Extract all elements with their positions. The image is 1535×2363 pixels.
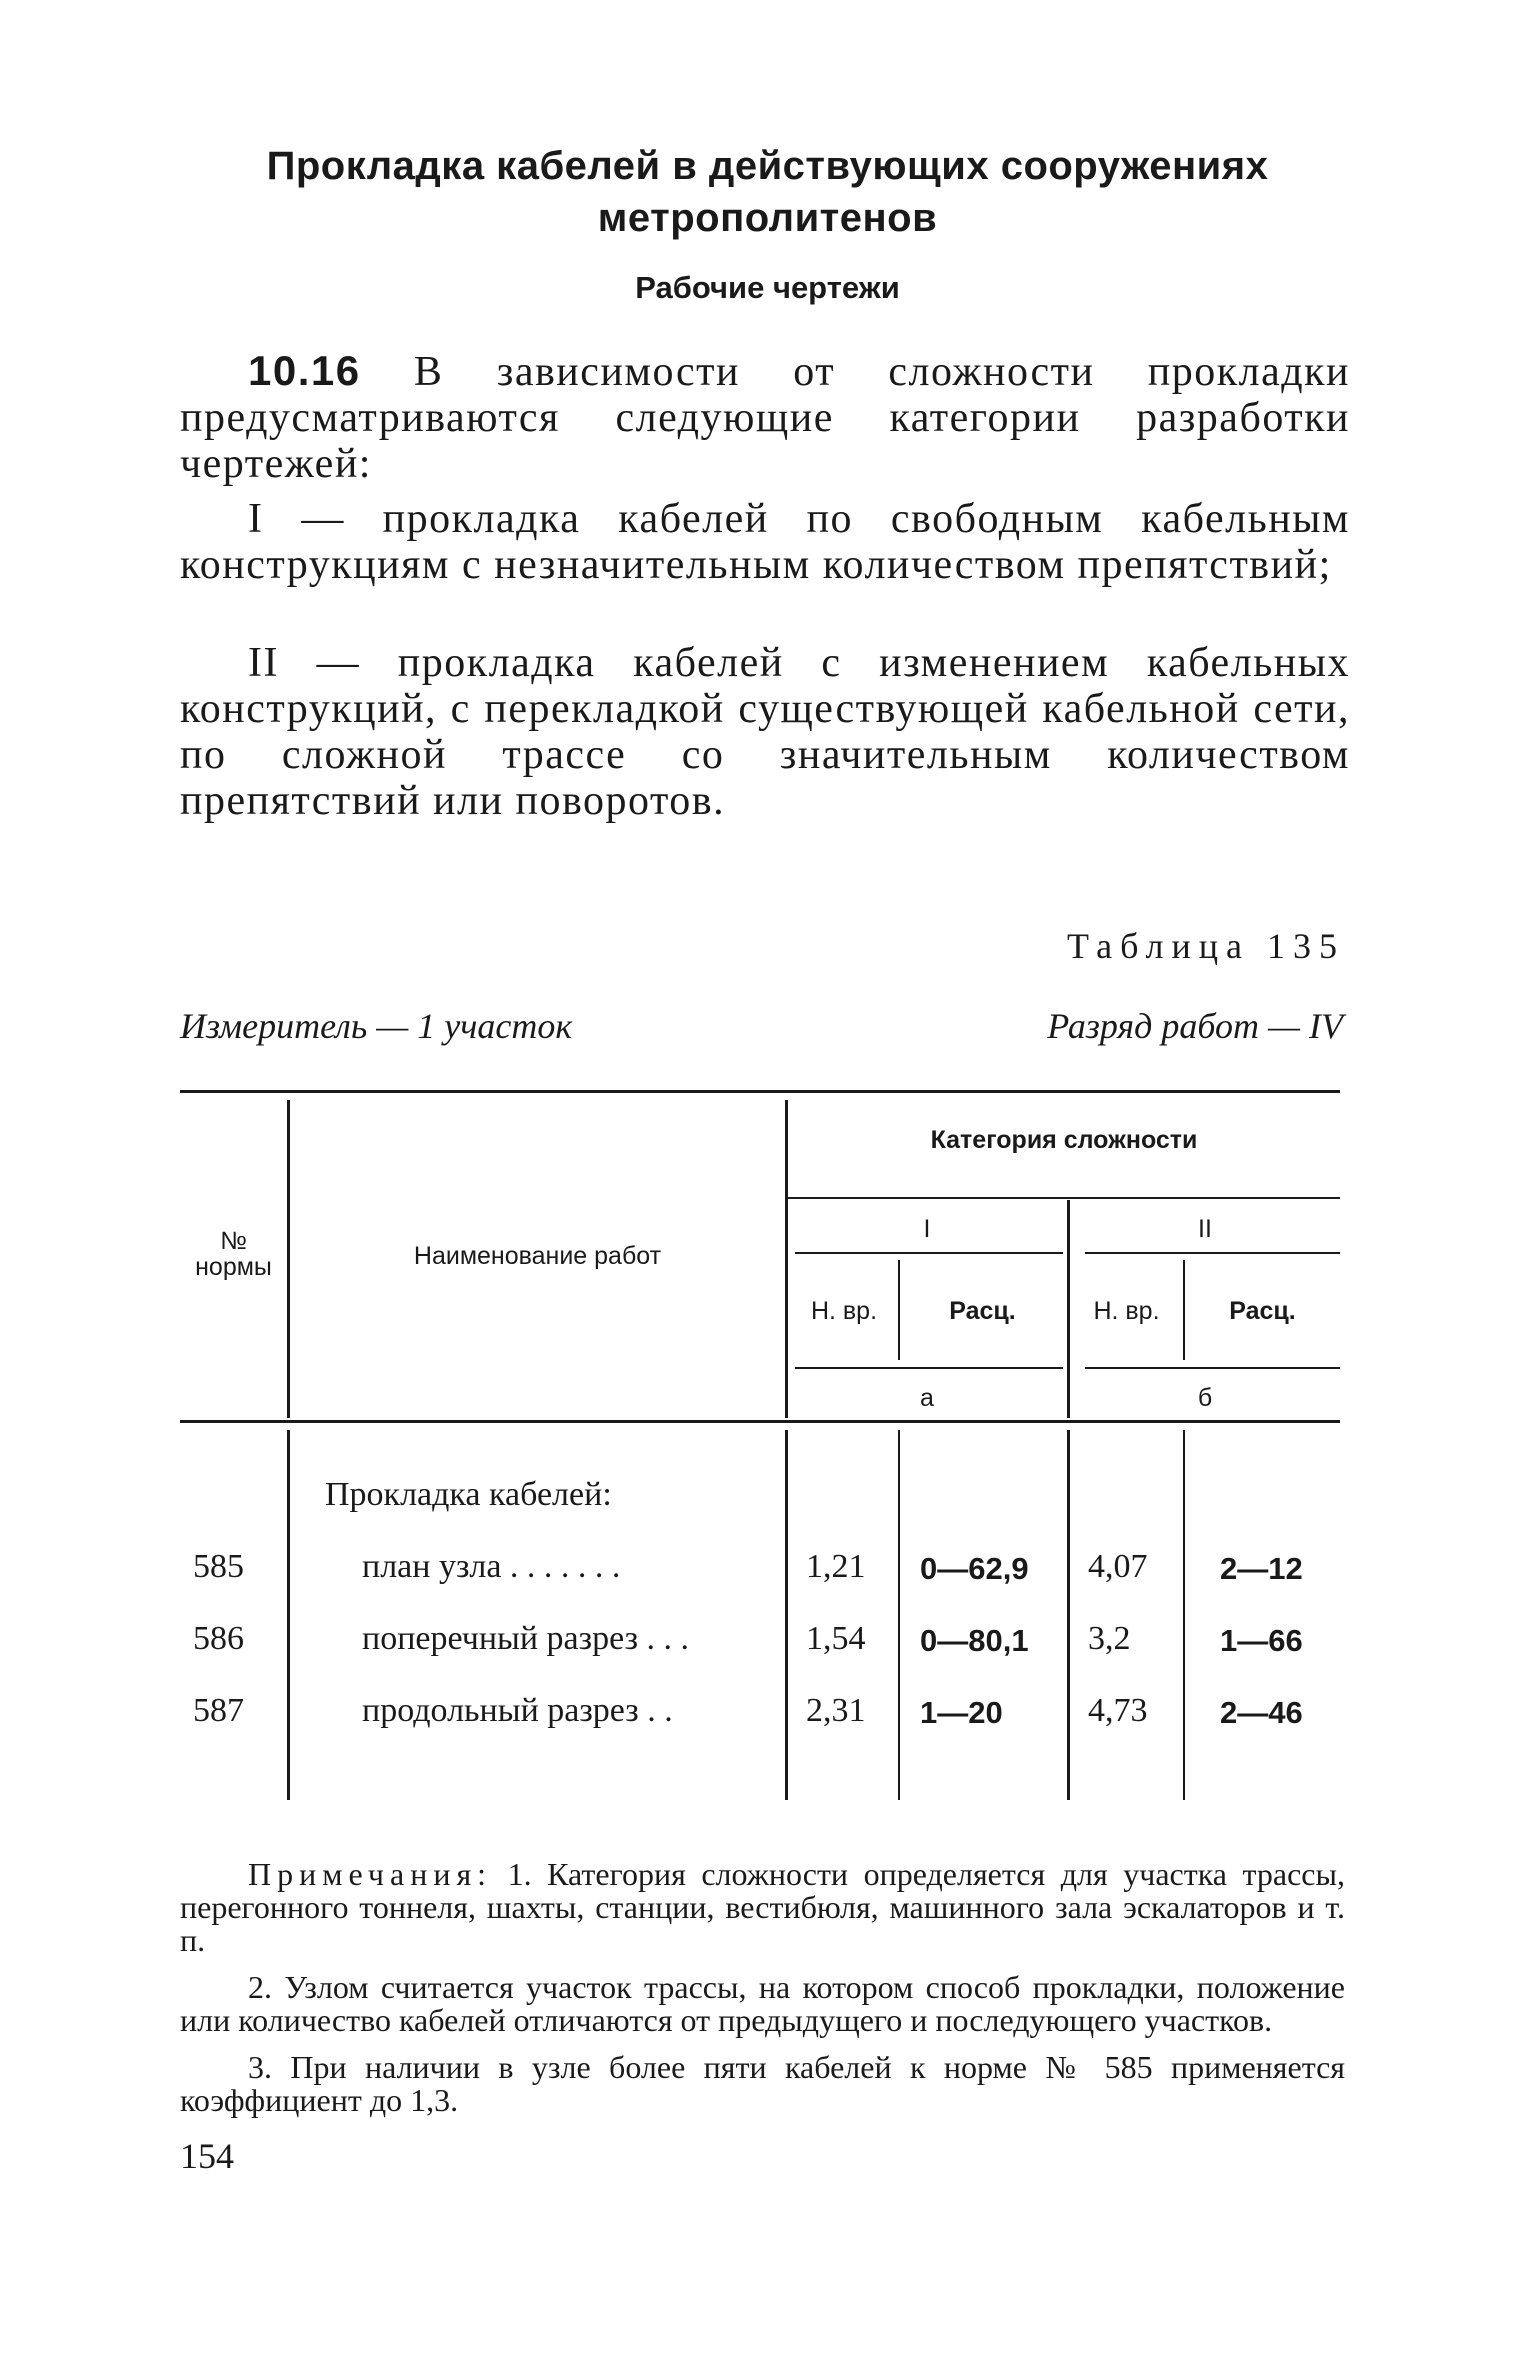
cat2-rule (1085, 1252, 1340, 1254)
header-category: Категория сложности (930, 1126, 1198, 1154)
category-rule (785, 1197, 1340, 1199)
table-top-rule (180, 1090, 1340, 1093)
cat2-sub-rule (1085, 1367, 1340, 1369)
cat1-sub-rule (795, 1367, 1063, 1369)
row-nvr-1: 1,54 (806, 1620, 866, 1657)
body-divider-cat2 (1183, 1430, 1185, 1800)
page-number: 154 (180, 2136, 234, 2176)
header-rasc-2: Расц. (1229, 1297, 1296, 1325)
category-2-text: II — прокладка кабелей с изменением кабельных конструкций, с перекладкой существующей кабельной сети, по сложной трассе со значительным количеством препятствий или поворотов. (180, 640, 1350, 824)
grade-label: Разряд работ — IV (1047, 1006, 1343, 1046)
notes-block (180, 1858, 1345, 2131)
subtitle: Рабочие чертежи (635, 270, 900, 305)
header-sub-b: б (1197, 1384, 1213, 1412)
header-sub-a: а (920, 1384, 934, 1412)
table-header-rule (180, 1420, 1340, 1423)
row-num: 587 (193, 1692, 244, 1729)
meter-label: Измеритель — 1 участок (180, 1006, 573, 1046)
note-3: 3. При наличии в узле более пяти кабелей к норме № 585 применяется коэффициент до 1,3. (180, 2049, 1345, 2118)
clause-number: 10.16 (248, 347, 361, 394)
cat1-rule (795, 1252, 1063, 1254)
header-rasc-1: Расц. (949, 1297, 1016, 1325)
row-rasc-1: 0—62,9 (920, 1551, 1029, 1586)
table-caption: Таблица 135 (1067, 926, 1345, 966)
row-name: план узла . . . . . . . (362, 1548, 621, 1585)
title-line-1: Прокладка кабелей в действующих сооружениях (266, 144, 1269, 188)
row-rasc-1: 1—20 (920, 1695, 1003, 1730)
row-num: 585 (193, 1548, 244, 1585)
row-rasc-2: 2—12 (1220, 1551, 1303, 1586)
header-cat-2: II (1198, 1215, 1212, 1243)
paragraph-10-16 (180, 348, 1350, 487)
row-name: продольный разрез . . (362, 1692, 673, 1729)
note-2: 2. Узлом считается участок трассы, на котором способ прокладки, положение или количество кабелей отличаются от предыдущего и последующего участков. (180, 1969, 1345, 2038)
header-nvr-1: Н. вр. (810, 1297, 878, 1325)
category-1-text: I — прокладка кабелей по свободным кабельным конструкциям с незначительным количеством препятствий; (180, 496, 1350, 588)
group-label: Прокладка кабелей: (325, 1476, 612, 1513)
row-nvr-2: 4,73 (1088, 1692, 1148, 1729)
row-rasc-2: 2—46 (1220, 1695, 1303, 1730)
notes-label: Примечания: (248, 1856, 493, 1892)
row-rasc-2: 1—66 (1220, 1623, 1303, 1658)
row-rasc-1: 0—80,1 (920, 1623, 1029, 1658)
row-name: поперечный разрез . . . (362, 1620, 690, 1657)
header-cat-1: I (923, 1215, 931, 1243)
row-nvr-2: 4,07 (1088, 1548, 1148, 1585)
body-divider-name (785, 1430, 788, 1800)
header-work-name: Наименование работ (413, 1242, 662, 1270)
clause-text: В зависимости от сложности прокладки предусматриваются следующие категории разработки чертежей: (180, 349, 1350, 487)
row-nvr-1: 2,31 (806, 1692, 866, 1729)
note-1 (180, 1858, 1345, 1957)
row-nvr-1: 1,21 (806, 1548, 866, 1585)
header-norm-number: № нормы (195, 1227, 272, 1281)
row-num: 586 (193, 1620, 244, 1657)
body-divider-cat (1067, 1430, 1070, 1800)
body-divider-num (287, 1430, 290, 1800)
title-line-2: метрополитенов (597, 196, 938, 240)
body-divider-cat1 (898, 1430, 900, 1800)
header-nvr-2: Н. вр. (1093, 1297, 1160, 1325)
note-1-text: 1. Категория сложности определяется для участка трассы, перегонного тоннеля, шахты, станции, вестибюля, машинного зала эскалаторов и т. п. (180, 1856, 1345, 1958)
row-nvr-2: 3,2 (1088, 1620, 1131, 1657)
